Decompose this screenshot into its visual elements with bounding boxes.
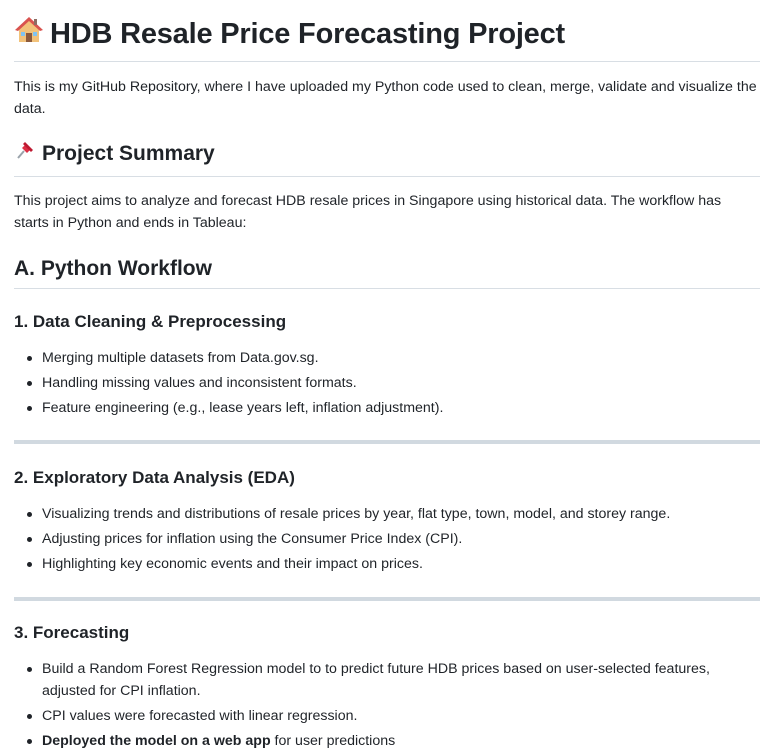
- list-item: Visualizing trends and distributions of resale prices by year, flat type, town, model, and storey range.: [42, 503, 762, 525]
- section-heading-eda: 2. Exploratory Data Analysis (EDA): [14, 468, 295, 487]
- list-item-text: for user predictions: [270, 733, 396, 749]
- house-icon: [14, 15, 44, 56]
- section-heading-forecasting: 3. Forecasting: [14, 623, 130, 642]
- list-item: CPI values were forecasted with linear regression.: [42, 705, 762, 727]
- intro-paragraph: This is my GitHub Repository, where I have uploaded my Python code used to clean, merge, validate and visualize the data.: [14, 79, 757, 117]
- section-separator: [14, 597, 760, 601]
- bold-text: Deployed the model on a web app: [42, 733, 271, 749]
- section-separator: [14, 440, 760, 444]
- list-item: Merging multiple datasets from Data.gov.sg.: [42, 347, 762, 369]
- pushpin-icon: [14, 139, 36, 170]
- list-item: Build a Random Forest Regression model to to predict future HDB prices based on user-selected features, adjusted for CPI inflation.: [42, 658, 762, 702]
- list-item: [42, 730, 762, 752]
- page-title: [14, 14, 565, 56]
- section-heading-cleaning: 1. Data Cleaning & Preprocessing: [14, 312, 287, 331]
- summary-paragraph: This project aims to analyze and forecast HDB resale prices in Singapore using historical data. The workflow has starts in Python and ends in Tableau:: [14, 193, 722, 231]
- summary-heading: [14, 139, 215, 170]
- workflow-heading: A. Python Workflow: [14, 257, 212, 280]
- list-item: Feature engineering (e.g., lease years left, inflation adjustment).: [42, 397, 762, 419]
- list-item: Adjusting prices for inflation using the Consumer Price Index (CPI).: [42, 528, 762, 550]
- summary-heading-text: Project Summary: [42, 142, 215, 166]
- workflow-divider: [14, 288, 760, 289]
- page-title-text: HDB Resale Price Forecasting Project: [50, 18, 565, 50]
- summary-divider: [14, 176, 760, 177]
- title-divider: [14, 61, 760, 62]
- list-item: Highlighting key economic events and their impact on prices.: [42, 553, 762, 575]
- list-item: Handling missing values and inconsistent formats.: [42, 372, 762, 394]
